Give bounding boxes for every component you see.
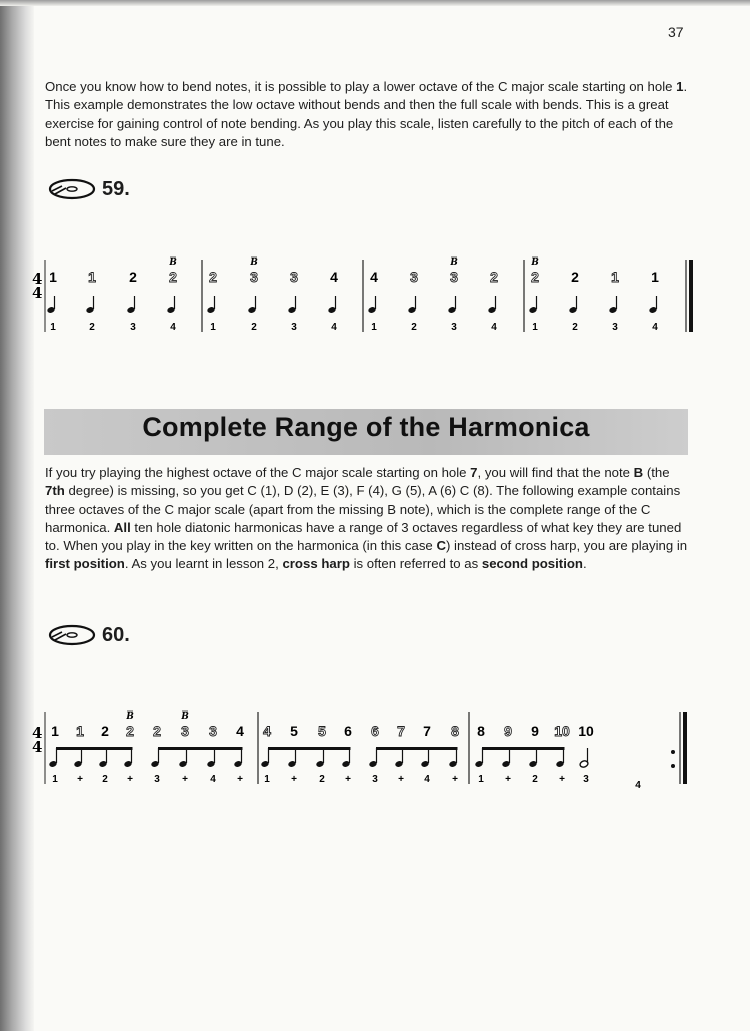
section-banner (44, 409, 688, 455)
text-run: If you try playing the highest octave of the C major scale starting on hole (45, 465, 471, 480)
beat-count: 1 (371, 322, 377, 333)
text-run: C (436, 538, 446, 554)
example-59-tablature (30, 250, 700, 340)
repeat-dot (671, 764, 675, 768)
beat-count: 2 (319, 774, 325, 785)
beat-count: 2 (102, 774, 108, 785)
beat-count: + (398, 774, 404, 785)
beam (268, 747, 351, 750)
beat-count: + (77, 774, 83, 785)
beat-count: 4 (491, 322, 497, 333)
beat-count: 1 (478, 774, 484, 785)
text-run: degree) is missing, so you get C (1), D (2), E (3), F (4), G (5), A (6) C (8). The following example contains three octaves of the C major scale (apart from the missing B note), which is the complete range of the C harmonica. (45, 483, 681, 535)
beat-count: + (452, 774, 458, 785)
beat-count: 2 (251, 322, 257, 333)
beat-count: 2 (532, 774, 538, 785)
cd-icon (46, 623, 96, 647)
beat-count: 4 (210, 774, 216, 785)
beat-count: 1 (264, 774, 270, 785)
time-signature-bottom: 4 (32, 738, 43, 756)
page-top-edge (0, 0, 750, 6)
beat-count: + (291, 774, 297, 785)
beat-count: 3 (154, 774, 160, 785)
harmonica-hole-number: 2 (169, 269, 177, 285)
harmonica-hole-number: 3 (209, 723, 217, 739)
text-run: 7 (470, 465, 478, 480)
beat-count: 3 (612, 322, 618, 333)
beam (482, 747, 565, 750)
beam (56, 747, 133, 750)
time-signature-top: 4 (32, 724, 43, 742)
time-signature-bottom: 4 (32, 284, 43, 302)
example-59-number: 59. (102, 177, 130, 200)
text-run: . As you learnt in lesson 2, (124, 556, 283, 572)
harmonica-hole-number: 2 (126, 723, 134, 739)
harmonica-hole-number: 6 (344, 723, 352, 739)
harmonica-hole-number: 1 (76, 723, 84, 739)
text-run: . This example demonstrates the low octave without bends and then the full scale with bends. This is a great exercise for gaining control of note bending. As you play this scale, listen carefully to the pitch of each of the bent notes to make sure they are in tune. (45, 79, 688, 149)
text-run: (the (643, 465, 670, 480)
harmonica-hole-number: 3 (250, 269, 258, 285)
harmonica-hole-number: 4 (236, 723, 244, 739)
harmonica-hole-number: 8 (477, 723, 485, 739)
example-59-label (46, 177, 130, 201)
harmonica-hole-number: 4 (263, 723, 271, 739)
harmonica-hole-number: 2 (490, 269, 498, 285)
beat-count: 4 (331, 322, 337, 333)
bend-marker: B (531, 258, 539, 268)
bend-marker: B (126, 712, 134, 722)
beat-count: 1 (532, 322, 538, 333)
example-60-number: 60. (102, 623, 130, 646)
harmonica-hole-number: 1 (51, 723, 59, 739)
repeat-dot (671, 750, 675, 754)
harmonica-hole-number: 2 (129, 269, 137, 285)
text-run: is often referred to as (349, 556, 482, 572)
beam (376, 747, 458, 750)
text-run: Once you know how to bend notes, it is possible to play a lower octave of the C major scale starting on hole (45, 79, 677, 94)
beat-count: 4 (424, 774, 430, 785)
harmonica-hole-number: 2 (571, 269, 579, 285)
harmonica-hole-number: 9 (531, 723, 539, 739)
beat-count: 1 (50, 322, 56, 333)
harmonica-hole-number: 2 (531, 269, 539, 285)
beat-count: 3 (291, 322, 297, 333)
beat-count: 1 (52, 774, 58, 785)
text-run: first position (45, 556, 125, 572)
harmonica-hole-number: 2 (209, 269, 217, 285)
beat-count: 3 (130, 322, 136, 333)
held-beat-count: 4 (635, 780, 641, 791)
text-run: 7th (45, 483, 65, 499)
beat-count: + (345, 774, 351, 785)
harmonica-hole-number: 2 (153, 723, 161, 739)
harmonica-hole-number: 5 (318, 723, 326, 739)
harmonica-hole-number: 8 (451, 723, 459, 739)
page-number: 37 (668, 24, 684, 40)
harmonica-hole-number: 9 (504, 723, 512, 739)
harmonica-hole-number: 1 (88, 269, 96, 285)
harmonica-hole-number: 6 (371, 723, 379, 739)
beat-count: 1 (210, 322, 216, 333)
harmonica-hole-number: 1 (651, 269, 659, 285)
range-paragraph (45, 464, 690, 574)
intro-paragraph (45, 78, 690, 151)
harmonica-hole-number: 3 (450, 269, 458, 285)
harmonica-hole-number: 7 (423, 723, 431, 739)
beat-count: + (182, 774, 188, 785)
beat-count: + (559, 774, 565, 785)
beat-count: + (505, 774, 511, 785)
bend-marker: B (250, 258, 258, 268)
text-run: cross harp (282, 556, 350, 572)
text-run: ) instead of cross harp, you are playing in (445, 538, 688, 554)
beat-count: 3 (451, 322, 457, 333)
beat-count: 2 (89, 322, 95, 333)
final-bar-thick (689, 260, 693, 332)
beat-count: 4 (652, 322, 658, 333)
final-bar-thick (683, 712, 687, 784)
harmonica-hole-number: 3 (181, 723, 189, 739)
text-run: , you will find that the note (477, 465, 634, 480)
beam (158, 747, 243, 750)
harmonica-hole-number: 1 (611, 269, 619, 285)
text-run: All (113, 519, 131, 535)
text-run: B (633, 465, 644, 480)
beat-count: 2 (572, 322, 578, 333)
beat-count: 2 (411, 322, 417, 333)
text-run: ten hole diatonic harmonicas have a range of 3 octaves regardless of what key they are tuned to. When you play in the key written on the harmonica (in this case (45, 519, 682, 554)
harmonica-hole-number: 10 (578, 723, 594, 739)
beat-count: 3 (372, 774, 378, 785)
bend-marker: B (181, 712, 189, 722)
harmonica-hole-number: 2 (101, 723, 109, 739)
harmonica-hole-number: 4 (370, 269, 378, 285)
text-run: . (582, 556, 587, 572)
beat-count: 3 (583, 774, 589, 785)
example-60-label (46, 623, 130, 647)
section-title: Complete Range of the Harmonica (142, 412, 590, 442)
harmonica-hole-number: 10 (554, 723, 570, 739)
example-60-tablature (30, 702, 700, 794)
text-run: 1 (676, 79, 684, 94)
harmonica-hole-number: 3 (410, 269, 418, 285)
beat-count: + (127, 774, 133, 785)
cd-icon (46, 177, 96, 201)
bend-marker: B (450, 258, 458, 268)
text-run: second position (481, 556, 583, 572)
beat-count: + (237, 774, 243, 785)
beat-count: 4 (170, 322, 176, 333)
harmonica-hole-number: 1 (49, 269, 57, 285)
book-spine-shadow (0, 0, 34, 1031)
harmonica-hole-number: 3 (290, 269, 298, 285)
harmonica-hole-number: 5 (290, 723, 298, 739)
time-signature-top: 4 (32, 270, 43, 288)
harmonica-hole-number: 7 (397, 723, 405, 739)
bend-marker: B (169, 258, 177, 268)
harmonica-hole-number: 4 (330, 269, 338, 285)
